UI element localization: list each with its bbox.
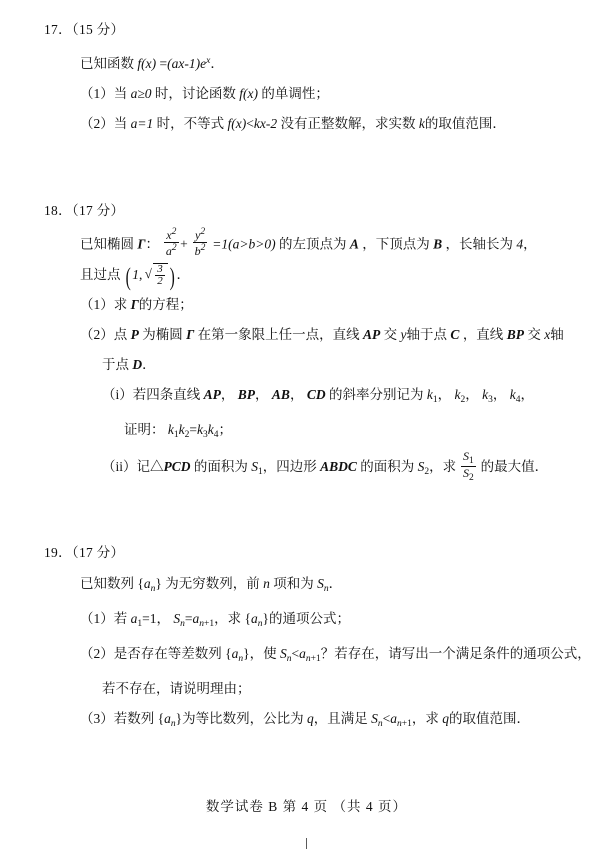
fn-fx-ref-1: f(x): [239, 86, 259, 101]
problem-18-part-2-cont: [102, 350, 579, 380]
problem-18-part-2: [80, 320, 579, 350]
problem-17-stem: 已知函数 $f(x) =(ax-1)e^x$．: [80, 56, 224, 71]
axis-x: x: [544, 326, 551, 342]
ineq-rhs: kx-2: [253, 116, 278, 131]
p18-part-1-tail: 的方程；: [138, 296, 193, 312]
problem-19: [44, 541, 591, 739]
passes-label: 且过点: [80, 266, 121, 282]
seq-an-ref-3: a: [164, 710, 171, 726]
p19-part-2-label: （2）: [80, 645, 114, 661]
fraction-x2-a2: $\frac{x^2}{a^2}$: [165, 227, 177, 258]
cond-Sn-2-index: n: [286, 653, 292, 664]
seq-an-ref-1: a: [250, 610, 258, 626]
p19-part-3-b: 为等比数列，公比为: [182, 710, 304, 726]
sqrt-radicand: 3: [157, 262, 163, 275]
p19-part-1-c: ，求: [214, 610, 242, 626]
point-C: C: [450, 326, 460, 342]
slope-k3: k: [482, 386, 489, 402]
p18-part-2-h: 轴: [550, 326, 564, 342]
problem-18-number: 18．: [44, 203, 72, 218]
sub-ii-c: ，四边形: [262, 458, 317, 474]
area-S2: S: [417, 458, 425, 474]
cond-Sn-3: S: [371, 710, 378, 726]
problem-18-sub-ii: [102, 450, 579, 487]
cond-Sn-index: n: [180, 618, 185, 629]
fn-fx: f(x): [137, 56, 157, 71]
ratio-num-index: 1: [469, 455, 474, 466]
sub-i-label: （i）: [102, 386, 133, 402]
point-x-coord: 1: [132, 266, 139, 282]
stem-label: 已知函数: [80, 56, 134, 71]
axis-y: y: [400, 326, 407, 342]
quad-ABDC: ABDC: [320, 458, 357, 474]
problem-19-points: （17 分）: [71, 544, 125, 560]
sub-ii-f: 的最大值．: [480, 458, 549, 474]
sub-ii-a: 记△: [136, 458, 164, 474]
cond-an1-2: a: [299, 645, 306, 661]
line-ref-AP: AP: [203, 386, 221, 402]
problem-18-sub-i-prove: 证明： $k_1k_2=k_3k_4$；: [124, 421, 232, 440]
slope-k2-index: 2: [460, 394, 466, 405]
point-D: D: [132, 356, 143, 372]
seq-label: 已知数列: [80, 575, 134, 591]
point-A: A: [349, 236, 359, 252]
seq-Sn: S: [317, 575, 324, 591]
part-2-tail: 没有正整数解，求实数: [280, 116, 416, 131]
slope-k1: k: [426, 386, 433, 402]
page-footer: 数学试卷 B 第 4 页 （共 4 页）: [205, 799, 408, 814]
p19-part-1-a: 若: [113, 610, 128, 626]
p18-part-2-i: 于点: [102, 356, 129, 372]
problem-19-number: 19．: [44, 544, 72, 560]
problem-18: [44, 199, 579, 487]
problem-17-number: 17．: [44, 22, 72, 37]
sub-i-b: 的斜率分别记为: [328, 386, 424, 402]
p18-part-2-a: 点: [113, 326, 128, 342]
p18-part-2-j: ．: [142, 356, 156, 372]
fraction-y2-b2: $\frac{y^2}{b^2}$: [194, 227, 206, 258]
line-ref-BP: BP: [237, 386, 256, 402]
problem-19-heading: [44, 541, 579, 561]
p18-part-1-verb: 求: [113, 296, 128, 312]
fraction-S1-S2: [461, 450, 476, 484]
triangle-PCD: PCD: [163, 458, 191, 474]
p18-part-2-e: 轴于点: [406, 326, 448, 342]
problem-17-part-1: [80, 79, 579, 109]
problem-19-stem: 已知数列 $\{a_n\}$ 为无穷数列，前 n 项和为 $S_n$．: [80, 575, 343, 594]
part-1-label: （1）: [80, 86, 114, 101]
problem-17-heading: [44, 18, 579, 38]
point-P: P: [130, 326, 139, 342]
seq-n: n: [263, 575, 270, 591]
problem-18-stem-line-1: 已知椭圆 Γ： $\frac{x^2}{a^2}$ + $\frac{y^2}{b^2}$ =1(a>b>0) 的左顶点为 A ，下顶点为 B ，长轴长为 4，: [80, 227, 537, 258]
cond-an1-3: a: [390, 710, 397, 726]
line-BP: BP: [506, 326, 524, 342]
area-S1: S: [251, 458, 259, 474]
cond-an1-index: n: [199, 618, 204, 629]
ellipse-label: 已知椭圆: [80, 236, 134, 252]
prove-k2-index: 2: [184, 429, 190, 440]
ratio-q-ref: q: [442, 710, 449, 726]
cond-Sn-3-index: n: [377, 718, 383, 729]
major-axis-text: ，长轴长为: [445, 236, 514, 252]
seq-an-ref-2: a: [231, 645, 239, 661]
exponent-x: x: [206, 56, 211, 66]
curve-gamma: Γ: [137, 236, 146, 252]
part-2-mid: 时，不等式: [156, 116, 225, 131]
prove-k1: k: [167, 421, 174, 437]
cond-Sn-2: S: [279, 645, 287, 661]
seq-an-index: n: [150, 583, 156, 594]
cond-an1: a: [192, 610, 200, 626]
problem-19-body: [80, 569, 591, 739]
p19-part-1-b: ，: [156, 610, 170, 626]
problem-17-part-2: （2）当 a=1 时，不等式 f(x)<kx-2 没有正整数解，求实数 k的取值范围．: [80, 116, 506, 131]
ratio-den-index: 2: [469, 472, 474, 483]
ratio-numerator: S: [463, 448, 470, 463]
p18-part-1-label: （1）: [80, 296, 114, 312]
problem-18-heading: [44, 199, 579, 219]
line-ref-CD: CD: [306, 386, 326, 402]
p18-part-2-g: 交: [527, 326, 541, 342]
p19-part-3-a: 若数列: [113, 710, 155, 726]
fn-fx-ref-2: f(x): [227, 116, 247, 131]
cond-Sn: S: [173, 610, 181, 626]
prove-label: 证明：: [124, 421, 165, 437]
part-2-range: 的取值范围．: [424, 116, 506, 131]
sqrt-3-over-2: [146, 260, 169, 290]
sub-ii-b: 的面积为: [193, 458, 248, 474]
left-vertex-text: 的左顶点为: [278, 236, 347, 252]
problem-18-body: [80, 227, 579, 487]
major-axis-value: 4: [516, 236, 524, 252]
curve-gamma-ref-2: Γ: [186, 326, 195, 342]
fn-expression: (ax-1)e: [167, 56, 207, 71]
p18-part-2-d: 交: [383, 326, 398, 342]
problem-19-part-2: （2）是否存在等差数列 $\{a_n\}$，使 $S_n<a_{n+1}$？若存在，请写出一个满足条件的通项公式，: [80, 645, 591, 664]
seq-sum-text: 项和为: [273, 575, 314, 591]
p19-part-2-b: ，使: [249, 645, 277, 661]
seq-a-text: 为无穷数列，前: [165, 575, 260, 591]
part-1-when: 当: [113, 86, 128, 101]
fraction-denominator: 2: [157, 275, 163, 288]
seq-an-ref-2-index: n: [238, 653, 244, 664]
curve-gamma-ref-1: Γ: [130, 296, 139, 312]
problem-18-points: （17 分）: [71, 203, 125, 218]
part-1-mid: 时，讨论函数: [154, 86, 236, 101]
sub-i-a: 若四条直线: [132, 386, 201, 402]
part-1-tail: 的单调性；: [261, 86, 329, 101]
fraction-sqrt3-2: [155, 264, 165, 289]
p19-part-2-d: 若不存在，请说明理由；: [102, 680, 251, 696]
p19-part-2-a: 是否存在等差数列: [113, 645, 222, 661]
part-2-when: 当: [113, 116, 128, 131]
p19-part-1-d: 的通项公式；: [268, 610, 350, 626]
cond-a1: a: [130, 610, 138, 626]
prove-k3-index: 3: [203, 429, 208, 440]
part-2-label: （2）: [80, 116, 114, 131]
area-S2-index: 2: [424, 466, 430, 477]
seq-an: a: [143, 575, 151, 591]
cond-an1-2-index: n: [305, 653, 311, 664]
problem-17-body: [80, 46, 579, 139]
slope-k2: k: [454, 386, 461, 402]
seq-an-ref-3-index: n: [170, 718, 176, 729]
cond-a-ge-0: a≥0: [130, 86, 152, 101]
cond-a-eq-1: a=1: [130, 116, 154, 131]
problem-19-part-2-cont: [102, 674, 579, 704]
prove-k4-index: 4: [213, 429, 219, 440]
p19-part-1-label: （1）: [80, 610, 114, 626]
p19-part-3-e: 的取值范围．: [448, 710, 530, 726]
p19-part-3-d: ，求: [411, 710, 439, 726]
seq-Sn-index: n: [323, 583, 329, 594]
ratio-denominator: S: [463, 465, 470, 480]
prove-tail: ；: [218, 421, 232, 437]
p19-part-3-label: （3）: [80, 710, 114, 726]
problem-17-points: （15 分）: [71, 22, 125, 37]
p18-part-2-c: 在第一象限上任一点，直线: [197, 326, 360, 342]
prove-k1-index: 1: [173, 429, 179, 440]
problem-19-part-1: （1）若 $a_1=1$， $S_n=a_{n+1}$，求 $\{a_n\}$的通项公式；: [80, 610, 350, 629]
problem-18-sub-i: （i）若四条直线 AP， BP， AB， CD 的斜率分别记为 $k_1$， $k_2$， $k_3$， $k_4$，: [102, 386, 534, 405]
area-S1-index: 1: [258, 466, 263, 477]
prove-k2: k: [178, 421, 185, 437]
bottom-vertex-text: ，下顶点为: [362, 236, 430, 252]
p19-part-2-c: ？若存在，请写出一个满足条件的通项公式，: [320, 645, 591, 661]
sub-ii-label: （ii）: [102, 458, 137, 474]
sub-ii-e: ，求: [429, 458, 457, 474]
comma-3: ，: [523, 236, 537, 252]
param-k: k: [418, 116, 425, 131]
slope-k3-index: 3: [488, 394, 493, 405]
slope-k4-index: 4: [515, 394, 521, 405]
prove-k4: k: [207, 421, 214, 437]
page-tick-mark: [306, 838, 307, 849]
p18-part-2-label: （2）: [80, 326, 114, 342]
p18-part-2-b: 为椭圆: [142, 326, 183, 342]
sub-ii-d: 的面积为: [360, 458, 415, 474]
problem-17: [44, 18, 579, 139]
problem-19-part-3: （3）若数列 $\{a_n\}$为等比数列，公比为 q，且满足 $S_n<a_{n+1}$，求 q的取值范围．: [80, 710, 530, 729]
slope-k1-index: 1: [432, 394, 438, 405]
problem-18-part-1: [80, 290, 579, 320]
seq-end: ．: [328, 575, 343, 591]
cond-an1-3-index: n: [396, 718, 402, 729]
line-AP: AP: [363, 326, 381, 342]
ratio-q: q: [306, 710, 314, 726]
prove-k3: k: [197, 421, 203, 437]
ellipse-condition: =1(a>b>0): [212, 236, 276, 252]
p19-part-3-c: ，且满足: [313, 710, 368, 726]
slope-k4: k: [509, 386, 516, 402]
line-ref-AB: AB: [271, 386, 290, 402]
point-B: B: [433, 236, 443, 252]
problem-18-stem-line-2: 且过点 ( 1, √ $\frac{3}{2}$ ) ．: [80, 260, 579, 290]
p18-part-2-f: ，直线: [462, 326, 504, 342]
seq-an-ref-1-index: n: [257, 618, 263, 629]
